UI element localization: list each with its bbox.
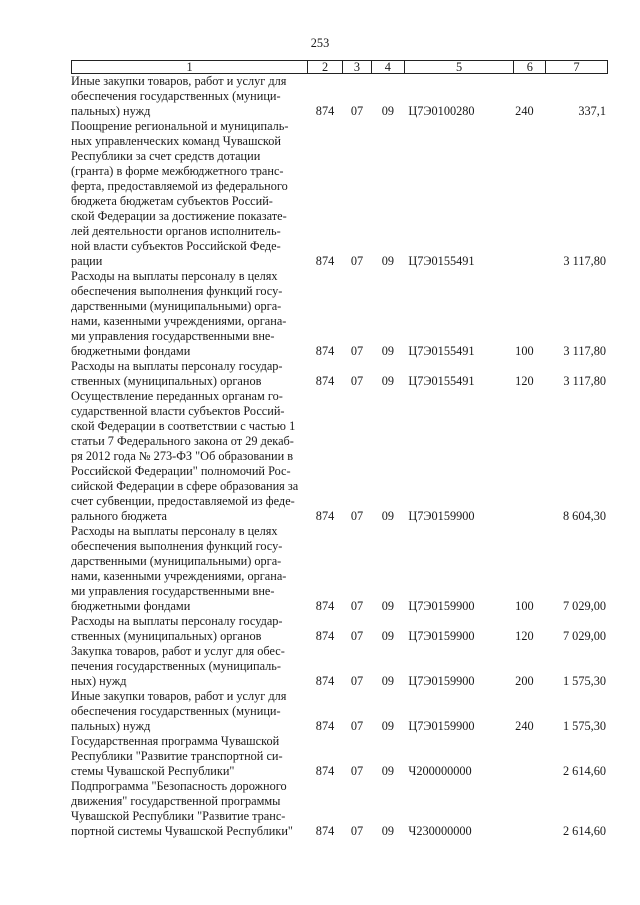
header-cell-subsection: 4 <box>372 61 405 73</box>
ministry-code-value: 874 <box>315 629 335 643</box>
description-line: движения" государственной программы <box>71 794 281 808</box>
row-description <box>71 614 308 644</box>
header-cell-expense-type: 6 <box>514 61 546 73</box>
section-code-value: 07 <box>350 599 364 613</box>
ministry-code <box>308 764 343 779</box>
amount <box>515 629 608 644</box>
table-row <box>71 644 608 689</box>
table-row <box>71 779 608 839</box>
description-line: Осуществление переданных органам го- <box>71 389 283 403</box>
description-line: пальных) нужд <box>71 719 151 733</box>
expense-type-code-value: 240 <box>515 719 534 733</box>
subsection-code-value: 09 <box>381 824 395 838</box>
row-description <box>71 269 308 359</box>
amount-value: 3 117,80 <box>563 344 606 358</box>
target-article-code-value: Ц7Э0159900 <box>408 674 475 688</box>
table-row <box>71 359 608 389</box>
amount <box>515 674 608 689</box>
target-article-code <box>404 599 514 614</box>
section-code <box>343 344 372 359</box>
target-article-code-value: Ц7Э0159900 <box>408 719 475 733</box>
description-line: Подпрограмма "Безопасность дорожного <box>71 779 287 793</box>
description-line: ственных (муниципальных) органов <box>71 629 262 643</box>
budget-table <box>71 60 608 839</box>
target-article-code-value: Ц7Э0155491 <box>408 374 475 388</box>
section-code-value: 07 <box>350 254 364 268</box>
description-line: Республики за счет средств дотации <box>71 149 261 163</box>
header-cell-amount: 7 <box>573 60 580 74</box>
expense-type-code-value: 120 <box>515 374 534 388</box>
subsection-code <box>371 629 404 644</box>
description-line: ных) нужд <box>71 674 127 688</box>
target-article-code <box>404 254 514 269</box>
description-line: обеспечения государственных (муници- <box>71 704 281 718</box>
table-row <box>71 74 608 119</box>
description-line: Расходы на выплаты персоналу государ- <box>71 614 283 628</box>
amount-value: 7 029,00 <box>562 629 606 643</box>
header-cell-ministry: 2 <box>308 61 343 73</box>
target-article-code-value: Ч200000000 <box>408 764 472 778</box>
target-article-code <box>404 344 514 359</box>
amount <box>515 764 608 779</box>
subsection-code <box>371 824 404 839</box>
ministry-code-value: 874 <box>315 509 335 523</box>
ministry-code <box>308 344 343 359</box>
section-code-value: 07 <box>350 824 364 838</box>
description-line: ской Федерации в соответствии с частью 1 <box>71 419 296 433</box>
subsection-code-value: 09 <box>381 629 395 643</box>
ministry-code-value: 874 <box>315 374 335 388</box>
expense-type-code-value: 200 <box>515 674 534 688</box>
description-line: ми управления государственными вне- <box>71 584 275 598</box>
description-line: Расходы на выплаты персоналу в целях <box>71 524 278 538</box>
expense-type-code-value: 120 <box>515 629 534 643</box>
target-article-code-value: Ц7Э0159900 <box>408 629 475 643</box>
row-description <box>71 389 308 524</box>
ministry-code <box>308 629 343 644</box>
description-line: ной власти субъектов Российской Феде- <box>71 239 281 253</box>
section-code <box>343 374 372 389</box>
amount <box>515 374 608 389</box>
ministry-code-value: 874 <box>315 764 335 778</box>
ministry-code-value: 874 <box>315 719 335 733</box>
subsection-code-value: 09 <box>381 104 395 118</box>
ministry-code-value: 874 <box>315 254 335 268</box>
header-cell-section: 3 <box>343 61 372 73</box>
section-code <box>343 104 372 119</box>
description-line: лей деятельности органов исполнитель- <box>71 224 281 238</box>
description-line: Чувашской Республики "Развитие транс- <box>71 809 286 823</box>
amount-value: 8 604,30 <box>562 509 606 523</box>
section-code <box>343 674 372 689</box>
amount <box>515 719 608 734</box>
description-line: дарственными (муниципальными) орга- <box>71 299 282 313</box>
amount-value: 1 575,30 <box>562 674 606 688</box>
subsection-code-value: 09 <box>381 374 395 388</box>
subsection-code <box>371 374 404 389</box>
table-header-row <box>71 60 608 74</box>
row-description <box>71 524 308 614</box>
description-line: обеспечения выполнения функций госу- <box>71 284 283 298</box>
subsection-code <box>371 509 404 524</box>
row-description <box>71 119 308 269</box>
subsection-code-value: 09 <box>381 719 395 733</box>
description-line: счет субвенции, предоставляемой из феде- <box>71 494 295 508</box>
subsection-code-value: 09 <box>381 509 395 523</box>
description-line: (гранта) в форме межбюджетного транс- <box>71 164 284 178</box>
amount <box>515 104 608 119</box>
table-row <box>71 734 608 779</box>
subsection-code <box>371 344 404 359</box>
subsection-code-value: 09 <box>381 599 395 613</box>
amount <box>515 599 608 614</box>
target-article-code <box>404 509 514 524</box>
target-article-code <box>404 674 514 689</box>
header-cell-description: 1 <box>72 61 308 73</box>
description-line: Российской Федерации" полномочий Рос- <box>71 464 291 478</box>
section-code <box>343 509 372 524</box>
table-row <box>71 614 608 644</box>
ministry-code-value: 874 <box>315 599 335 613</box>
ministry-code-value: 874 <box>315 104 335 118</box>
target-article-code-value: Ц7Э0100280 <box>408 104 475 118</box>
description-line: сийской Федерации в сфере образования за <box>71 479 299 493</box>
row-description <box>71 359 308 389</box>
description-line: сударственной власти субъектов Россий- <box>71 404 285 418</box>
description-line: ных управленческих команд Чувашской <box>71 134 281 148</box>
section-code-value: 07 <box>350 344 364 358</box>
table-body <box>71 74 608 839</box>
target-article-code <box>404 719 514 734</box>
description-line: рации <box>71 254 103 268</box>
description-line: Расходы на выплаты персоналу государ- <box>71 359 283 373</box>
target-article-code <box>404 629 514 644</box>
description-line: ственных (муниципальных) органов <box>71 374 262 388</box>
amount-value: 3 117,80 <box>563 374 606 388</box>
target-article-code-value: Ц7Э0155491 <box>408 344 475 358</box>
description-line: бюджетными фондами <box>71 599 191 613</box>
amount-value: 7 029,00 <box>562 599 606 613</box>
target-article-code-value: Ц7Э0159900 <box>408 509 475 523</box>
ministry-code <box>308 674 343 689</box>
subsection-code <box>371 764 404 779</box>
description-line: Республики "Развитие транспортной си- <box>71 749 283 763</box>
amount <box>515 344 608 359</box>
description-line: ской Федерации за достижение показате- <box>71 209 287 223</box>
section-code-value: 07 <box>350 629 364 643</box>
description-line: ферта, предоставляемой из федерального <box>71 179 288 193</box>
section-code <box>343 599 372 614</box>
target-article-code <box>404 374 514 389</box>
row-description <box>71 644 308 689</box>
subsection-code-value: 09 <box>381 344 395 358</box>
description-line: обеспечения государственных (муници- <box>71 89 281 103</box>
ministry-code-value: 874 <box>315 344 335 358</box>
amount-value: 3 117,80 <box>563 254 606 268</box>
target-article-code-value: Ц7Э0155491 <box>408 254 475 268</box>
description-line: бюджетными фондами <box>71 344 191 358</box>
amount-value: 2 614,60 <box>562 764 606 778</box>
row-description <box>71 734 308 779</box>
ministry-code <box>308 719 343 734</box>
section-code-value: 07 <box>350 674 364 688</box>
amount <box>515 254 608 269</box>
target-article-code-value: Ц7Э0159900 <box>408 599 475 613</box>
description-line: Государственная программа Чувашской <box>71 734 280 748</box>
description-line: стемы Чувашской Республики" <box>71 764 235 778</box>
page-number: 253 <box>310 36 330 50</box>
ministry-code <box>308 824 343 839</box>
row-description <box>71 689 308 734</box>
table-row <box>71 689 608 734</box>
section-code <box>343 824 372 839</box>
description-line: Закупка товаров, работ и услуг для обес- <box>71 644 285 658</box>
description-line: обеспечения выполнения функций госу- <box>71 539 283 553</box>
ministry-code <box>308 104 343 119</box>
description-line: нами, казенными учреждениями, органа- <box>71 314 287 328</box>
description-line: портной системы Чувашской Республики" <box>71 824 293 838</box>
description-line: бюджета бюджетам субъектов Россий- <box>71 194 273 208</box>
description-line: дарственными (муниципальными) орга- <box>71 554 282 568</box>
row-description <box>71 74 308 119</box>
ministry-code <box>308 374 343 389</box>
expense-type-code-value: 100 <box>515 599 534 613</box>
description-line: Иные закупки товаров, работ и услуг для <box>71 74 287 88</box>
section-code <box>343 629 372 644</box>
expense-type-code-value: 100 <box>515 344 534 358</box>
section-code <box>343 254 372 269</box>
description-line: статьи 7 Федерального закона от 29 декаб- <box>71 434 294 448</box>
table-row <box>71 389 608 524</box>
target-article-code <box>404 104 514 119</box>
target-article-code <box>404 824 514 839</box>
description-line: ми управления государственными вне- <box>71 329 275 343</box>
ministry-code <box>308 509 343 524</box>
amount-value: 2 614,60 <box>562 824 606 838</box>
description-line: Иные закупки товаров, работ и услуг для <box>71 689 287 703</box>
description-line: Расходы на выплаты персоналу в целях <box>71 269 278 283</box>
row-description <box>71 779 308 839</box>
description-line: нами, казенными учреждениями, органа- <box>71 569 287 583</box>
section-code-value: 07 <box>350 764 364 778</box>
amount-value: 1 575,30 <box>562 719 606 733</box>
ministry-code <box>308 254 343 269</box>
description-line: печения государственных (муниципаль- <box>71 659 281 673</box>
target-article-code-value: Ч230000000 <box>408 824 472 838</box>
amount <box>515 509 608 524</box>
subsection-code <box>371 599 404 614</box>
header-cell-target-article: 5 <box>405 61 515 73</box>
ministry-code-value: 874 <box>315 674 335 688</box>
expense-type-code-value: 240 <box>515 104 534 118</box>
subsection-code-value: 09 <box>381 254 395 268</box>
table-row <box>71 524 608 614</box>
subsection-code <box>371 674 404 689</box>
subsection-code-value: 09 <box>381 764 395 778</box>
table-row <box>71 119 608 269</box>
target-article-code <box>404 764 514 779</box>
amount-value: 337,1 <box>578 104 606 118</box>
table-row <box>71 269 608 359</box>
section-code <box>343 719 372 734</box>
description-line: рального бюджета <box>71 509 167 523</box>
description-line: пальных) нужд <box>71 104 151 118</box>
description-line: ря 2012 года № 273-ФЗ "Об образовании в <box>71 449 294 463</box>
ministry-code <box>308 599 343 614</box>
ministry-code-value: 874 <box>315 824 335 838</box>
section-code-value: 07 <box>350 509 364 523</box>
subsection-code-value: 09 <box>381 674 395 688</box>
section-code-value: 07 <box>350 104 364 118</box>
description-line: Поощрение региональной и муниципаль- <box>71 119 289 133</box>
amount <box>515 824 608 839</box>
section-code-value: 07 <box>350 374 364 388</box>
section-code <box>343 764 372 779</box>
subsection-code <box>371 254 404 269</box>
subsection-code <box>371 104 404 119</box>
subsection-code <box>371 719 404 734</box>
section-code-value: 07 <box>350 719 364 733</box>
